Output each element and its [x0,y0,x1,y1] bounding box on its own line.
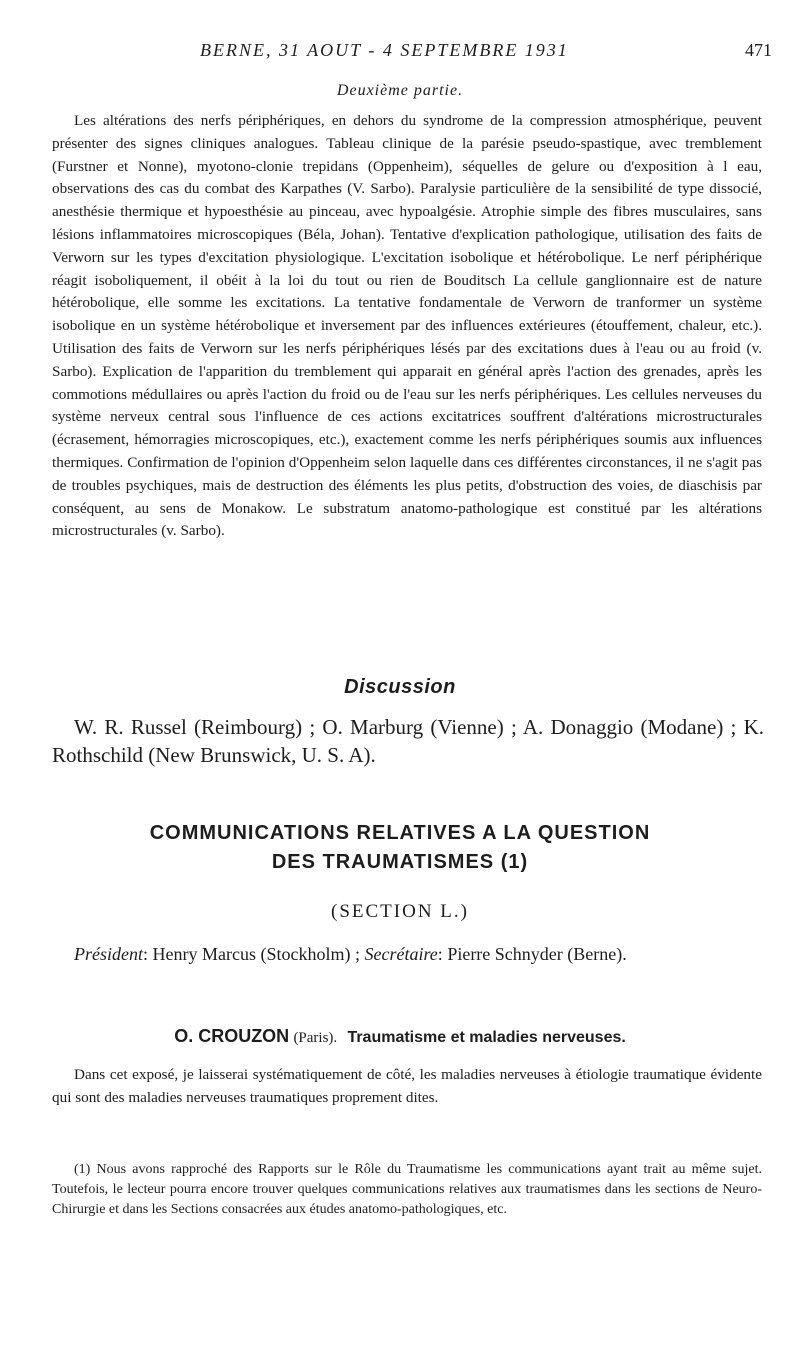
body-paragraph-1: Les altérations des nerfs périphériques, en dehors du syndrome de la compression atmosphérique, peuvent présenter des signes cliniques analogues. Tableau clinique de la parésie pseudo-spastique, avec tremblement (Furstner et Nonne), myotono-clonie trepidans (Oppenheim), séquelles de gelure ou d'exposition à l eau, observations des cas du combat des Karpathes (V. Sarbo). Paralysie particulière de la sensibilité de type dissocié, anesthésie thermique et hypoesthésie au pinceau, avec hypoalgésie. Atrophie simple des fibres musculaires, sans lésions inflammatoires microscopiques (Béla, Johan). Tentative d'explication pathologique, utilisation des faits de Verworn sur les types d'excitation physiologique. L'excitation isobolique et hétérobolique. Le nerf périphérique réagit isoboliquement, il obéit à la loi du tout ou rien de Bouditsch La cellule ganglionnaire est de nature hétérobolique, elle somme les excitations. La tentative fondamentale de Verworn de tranformer un système isobolique en un système hétérobolique et inversement par des influences extérieures (étouffement, chaleur, etc.). Utilisation des faits de Verworn sur les nerfs périphériques lésés par des excitations dues à l'eau ou au froid (v. Sarbo). Explication de l'apparition du tremblement qui apparait en général après l'action des grenades, après les commotions médullaires ou après l'action du froid ou de l'eau sur les nerfs périphériques. Les cellules nerveuses du système nerveux central sous l'influence de ces actions excitatrices souffrent d'altérations microstructurales (écrasement, hémorragies microscopiques, etc.), exactement comme les nerfs périphériques soumis aux influences thermiques. Confirmation de l'opinion d'Oppenheim selon laquelle dans ces différentes circonstances, il ne s'agit pas de troubles psychiques, mais de destruction des éléments les plus petits, d'obstruction des voies, de diaschisis par conséquent, au sens de Monakow. Le substratum anatomo-pathologique est constitué par les altérations microstructurales (v. Sarbo). [52,112,762,540]
discussion-participants: W. R. Russel (Reimbourg) ; O. Marburg (Vienne) ; A. Donaggio (Modane) ; K. Rothschild (New Brunswick, U. S. A). [52,715,764,767]
part-subheading: Deuxième partie. [336,82,464,99]
section-heading-line-1: COMMUNICATIONS RELATIVES A LA QUESTION [149,822,651,844]
president-label: Président [74,944,143,964]
footnote: (1) Nous avons rapproché des Rapports sur le Rôle du Traumatisme les communications ayant trait au même sujet. Toutefois, le lecteur pourra encore trouver quelques communications relatives aux traumatismes dans les sections de Neuro-Chirurgie et dans les Sections consacrées aux études anatomo-pathologiques, etc. [52,1162,762,1217]
section-officers: Président: Henry Marcus (Stockholm) ; Secrétaire: Pierre Schnyder (Berne). [74,944,627,964]
section-heading-line-2: DES TRAUMATISMES (1) [271,851,529,873]
body-paragraph-2: Dans cet exposé, je laisserai systématiquement de côté, les maladies nerveuses à étiologie traumatique évidente qui sont des maladies nerveuses traumatiques proprement dites. [52,1066,762,1106]
page-number: 471 [745,40,772,60]
section-label: (SECTION L.) [331,901,469,922]
talk-city: (Paris). [293,1030,338,1046]
running-title: BERNE, 31 AOUT - 4 SEPTEMBRE 1931 [200,40,569,60]
secretary-label: Secrétaire [364,944,438,964]
president-name: Henry Marcus (Stockholm) ; [152,944,360,964]
discussion-title: Discussion [344,676,456,698]
talk-author: O. CROUZON [174,1026,290,1046]
running-header [0,40,800,68]
talk-heading [0,1026,800,1047]
secretary-name: Pierre Schnyder (Berne). [447,944,627,964]
talk-title: Traumatisme et maladies nerveuses. [347,1029,626,1046]
